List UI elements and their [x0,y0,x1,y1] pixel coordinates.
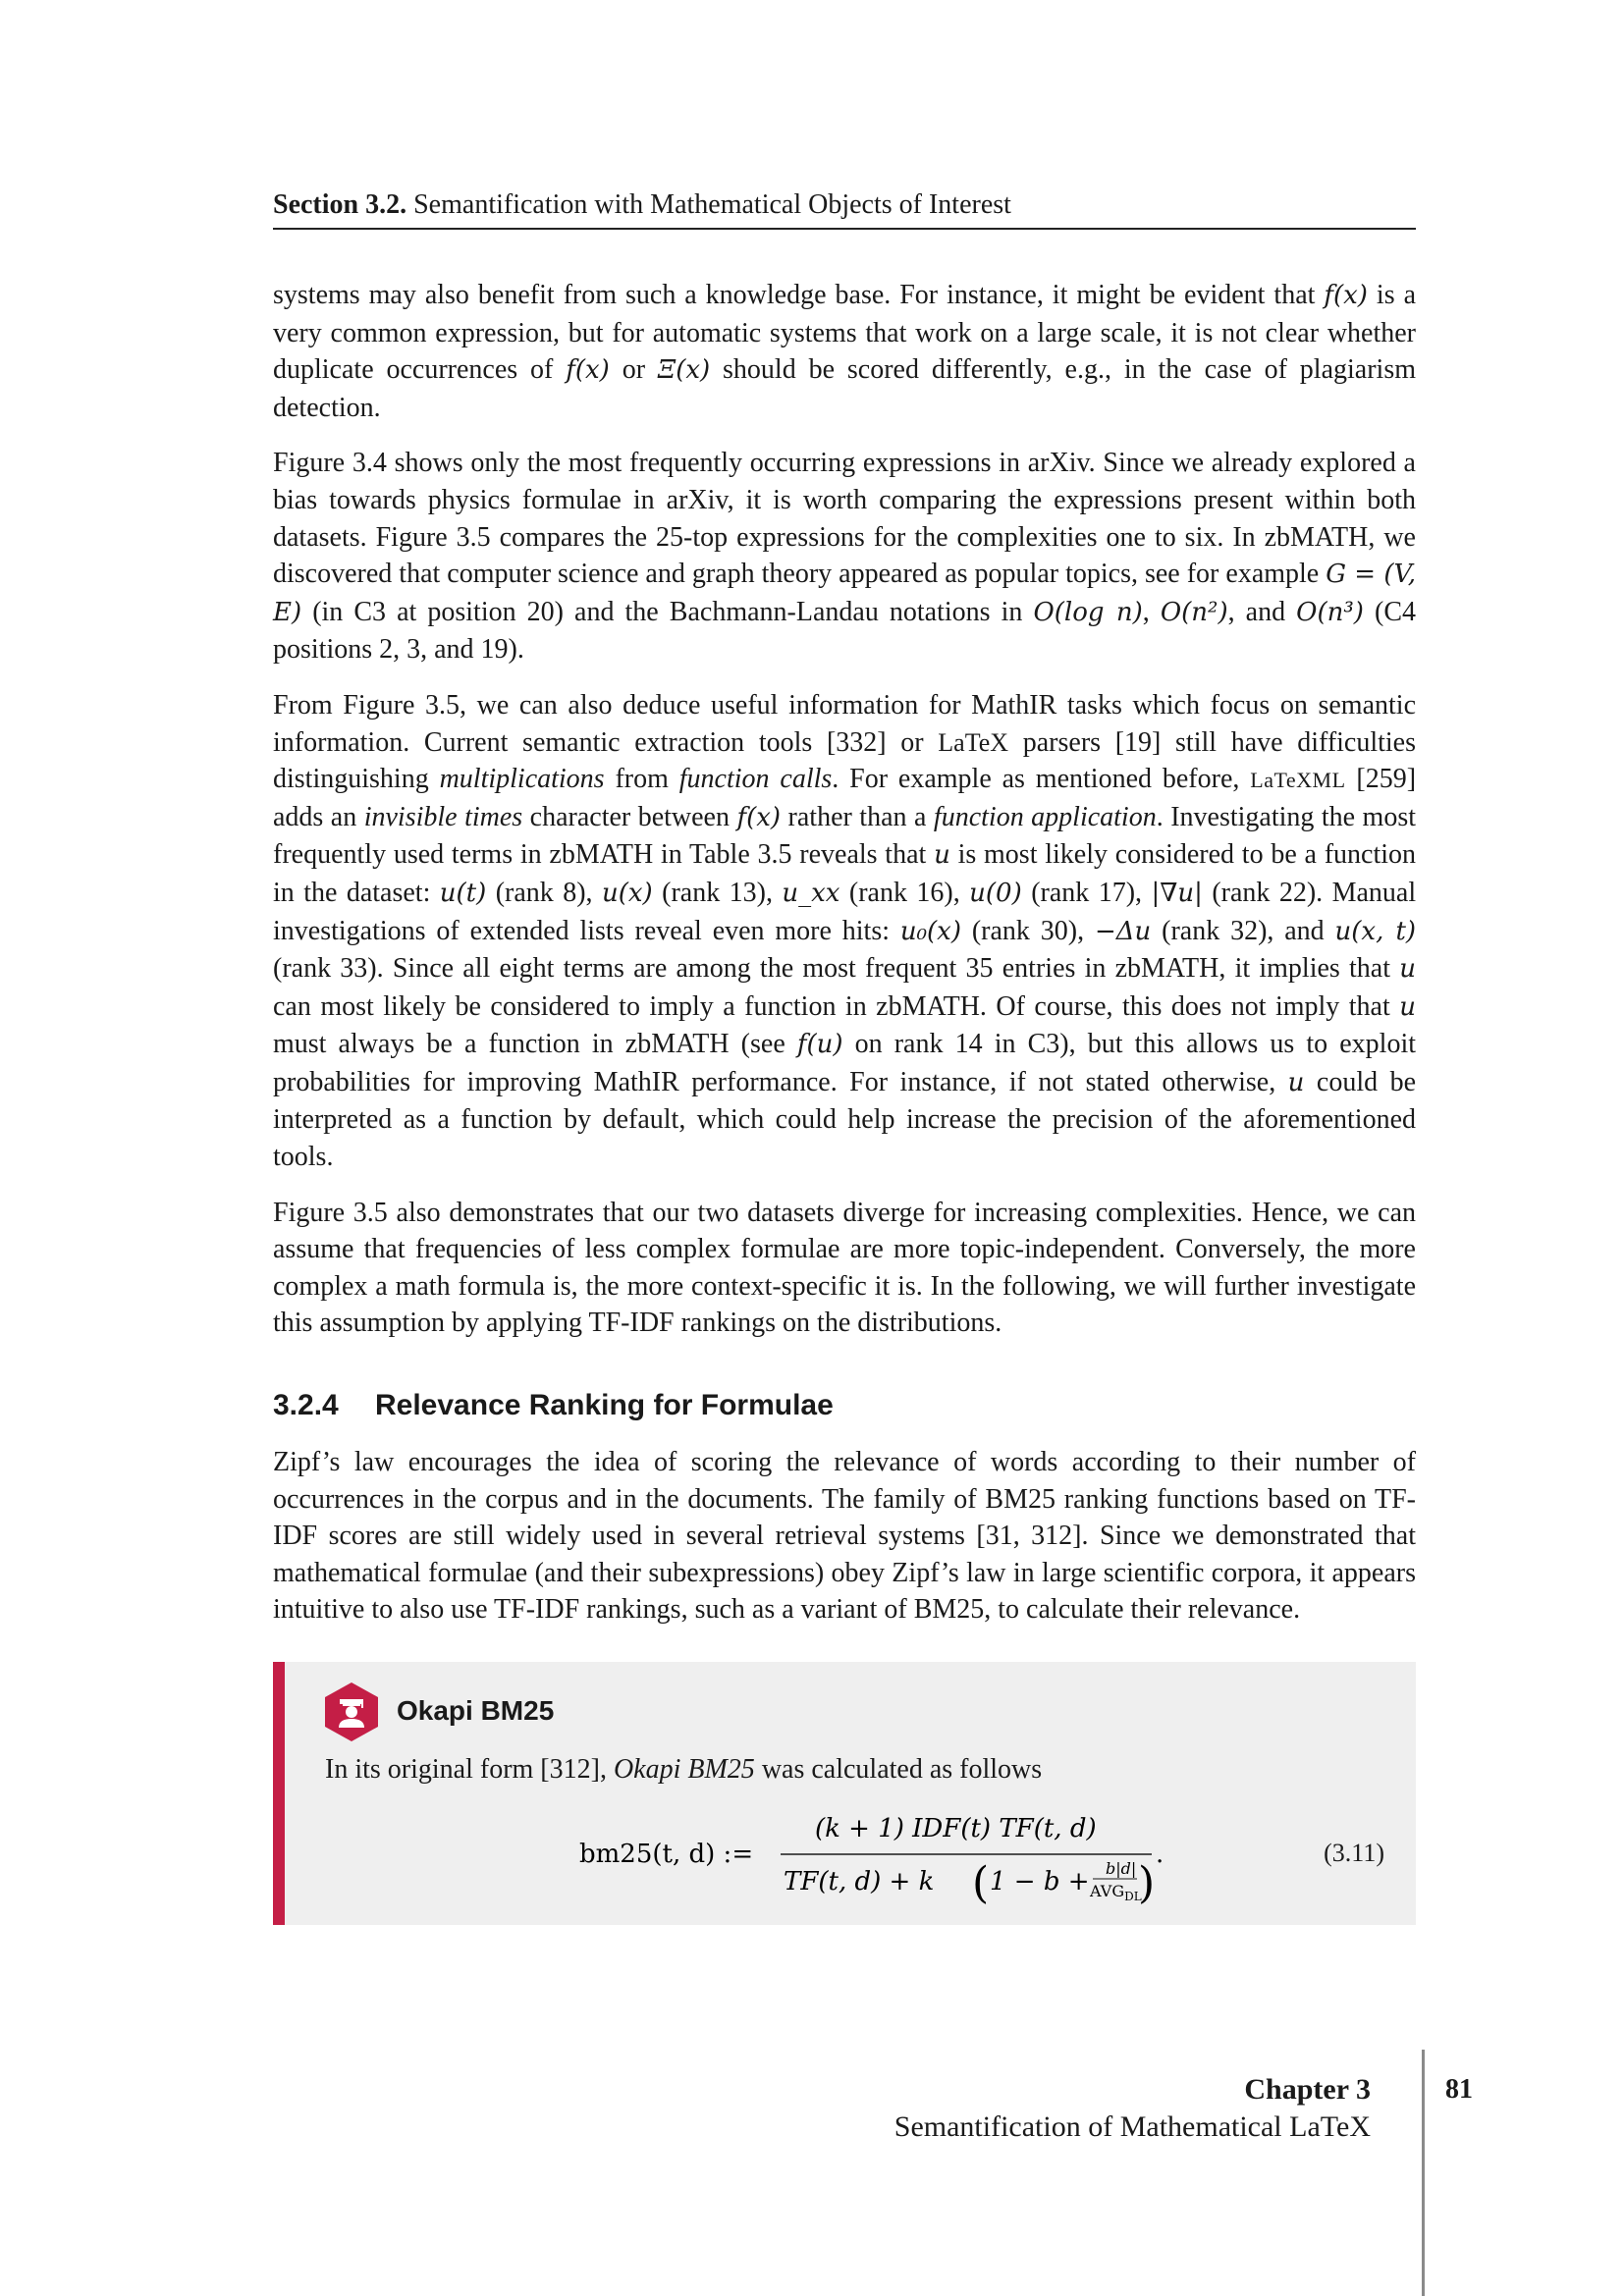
graduate-icon [323,1682,380,1742]
text: From Figure 3.5, we can also deduce useful information for MathIR tasks which focus on semantic information. Current semantic extraction tools [332] or [273,689,1416,758]
text: was calculated as follows [761,1754,1043,1785]
page-number: 81 [1445,2074,1473,2105]
math-inline: f(x) [736,802,782,832]
math-inline: f(x) [1324,281,1368,310]
math-inline: u [934,840,950,871]
equation-denominator-b: 1 − b + [990,1867,1090,1896]
inner-fraction-denominator: $AVG_{DL}$ [1090,1882,1142,1903]
emphasis: multiplications [439,764,605,795]
emphasis: function application [933,801,1157,832]
text: [259] adds an [273,764,1417,832]
text: (C4 positions 2, 3, and 19). [273,596,1416,666]
math-inline: O(log n) [1033,597,1143,627]
bm25-equation [579,1801,1188,1909]
text: is a very common expression, but for automatic systems that work on a large scale, it is not clear whether duplicate occurrences of [273,280,1416,386]
text: from [615,764,669,795]
latexml-logo: LaTeXML [1250,768,1346,793]
text: (rank 16), [848,877,960,908]
equation-period: . [1156,1840,1164,1869]
text: . Investigating the most frequently used terms in zbMATH in Table 3.5 reveals that [273,801,1417,871]
math-inline: u_xx [782,878,840,908]
text: , [1142,596,1150,627]
chapter-title: Semantification of Mathematical LaTeX [893,2110,1371,2143]
math-inline: u(t) [439,878,487,908]
text: . For example as mentioned before, [832,764,1240,795]
right-paren: ) [1138,1858,1156,1908]
math-inline: −Δu [1094,916,1152,946]
subsection-heading [273,1388,1416,1423]
main-text [273,277,1416,1647]
text: (rank 22). Manual investigations of extended lists reveal even more hits: [273,877,1417,946]
text: could be interpreted as a function by default, which could help increase the precision of the aforementioned tools. [273,1066,1416,1173]
text: (rank 33). Since all eight terms are among the most frequent 35 entries in zbMATH, it implies that [273,953,1391,985]
math-inline: u [1287,1067,1305,1097]
inner-fraction-numerator: b|d| [1106,1859,1137,1878]
chapter-label: Chapter 3 [1244,2073,1371,2106]
text: parsers [19] still have difficulties distinguishing [273,726,1417,795]
text: In its original form [312], [325,1754,607,1785]
paragraph-4: Figure 3.5 also demonstrates that our two datasets diverge for increasing complexities. Hence, we can assume that frequencies of less complex formulae are more topic-independent. Conversely, the more complex a math formula is, the more context-specific it is. In the following, we will further investigate this assumption by applying TF-IDF rankings on the distributions. [273,1197,1416,1339]
text: (rank 8), [495,877,593,908]
footer-chapter [782,2071,1371,2146]
text: is most likely considered to be a function in the dataset: [273,839,1417,908]
math-inline: u [1399,991,1416,1022]
math-inline: Ξ(x) [657,355,711,386]
math-inline: |∇u| [1151,878,1203,908]
math-inline: u(x) [601,878,653,908]
equation-lhs: bm25(t, d) := [579,1840,754,1869]
math-inline: O(n³) [1296,597,1364,627]
emphasis: invisible times [363,801,523,832]
text: , and [1227,596,1286,627]
equation-number: (3.11) [1324,1839,1384,1867]
text: (rank 17), [1031,877,1143,908]
emphasis: function calls [678,764,833,795]
paragraph-5: Zipf’s law encourages the idea of scoring the relevance of words according to their number of occurrences in the corpus and in the documents. The family of BM25 ranking functions based on TF-IDF scores are still widely used in several retrieval systems [31, 312]. Since we demonstrated that mathematical formulae (and their subexpressions) obey Zipf’s law in large scientific corpora, it appears intuitive to also use TF-IDF rankings, such as a variant of BM25, to calculate their relevance. [273,1447,1416,1626]
emphasis: Okapi BM25 [613,1754,755,1785]
math-inline: f(x) [566,355,610,386]
text: or [622,354,646,386]
box-title: Okapi BM25 [397,1695,555,1726]
math-inline: u(x, t) [1334,916,1417,946]
text: should be scored differently, e.g., in the case of plagiarism detection. [273,354,1417,423]
equation-numerator: (k + 1) IDF(t) TF(t, d) [815,1814,1097,1843]
math-inline: u(0) [969,878,1022,908]
latex-logo: LaTeX [938,727,1009,757]
text: character between [529,801,730,832]
paragraph-1 [273,277,1416,426]
text: (rank 13), [662,877,773,908]
math-inline: u [1399,954,1417,985]
box-text [325,1752,1042,1788]
math-inline: f(u) [796,1030,843,1060]
subsection-number: 3.2.4 [273,1389,339,1422]
math-inline: O(n²) [1160,597,1228,627]
paragraph-3 [273,687,1416,1176]
text: (in C3 at position 20) and the Bachmann-Landau notations in [312,596,1023,627]
text: rather than a [787,801,927,832]
section-label: Section 3.2. [273,189,407,220]
text: systems may also benefit from such a knowledge base. For instance, it might be evident that [273,280,1316,310]
text: must always be a function in zbMATH (see [273,1029,785,1060]
footer-divider [1422,2050,1425,2296]
equation-denominator-a: TF(t, d) + k [784,1867,935,1896]
section-title: Semantification with Mathematical Objects of Interest [413,189,1011,220]
running-header [273,188,1416,230]
text: (rank 30), [971,915,1085,946]
text: on rank 14 in C3), but this allows us to exploit probabilities for improving MathIR performance. For instance, if not stated otherwise, [273,1029,1417,1097]
left-paren: ( [972,1858,990,1908]
subsection-title: Relevance Ranking for Formulae [375,1389,834,1422]
definition-box [273,1662,1416,1925]
math-inline: u₀(x) [899,916,961,946]
text: (rank 32), and [1162,915,1325,946]
text: can most likely be considered to imply a function in zbMATH. Of course, this does not imply that [273,990,1390,1022]
paragraph-2 [273,445,1416,668]
text: Figure 3.4 shows only the most frequently occurring expressions in arXiv. Since we already explored a bias towards physics formulae in arXiv, it is worth comparing the expressions present within both datasets. Figure 3.5 compares the 25-top expressions for the complexities one to six. In zbMATH, we discovered that computer science and graph theory appeared as popular topics, see for example [273,448,1416,590]
math-inline: G = (V, E) [273,560,1417,627]
